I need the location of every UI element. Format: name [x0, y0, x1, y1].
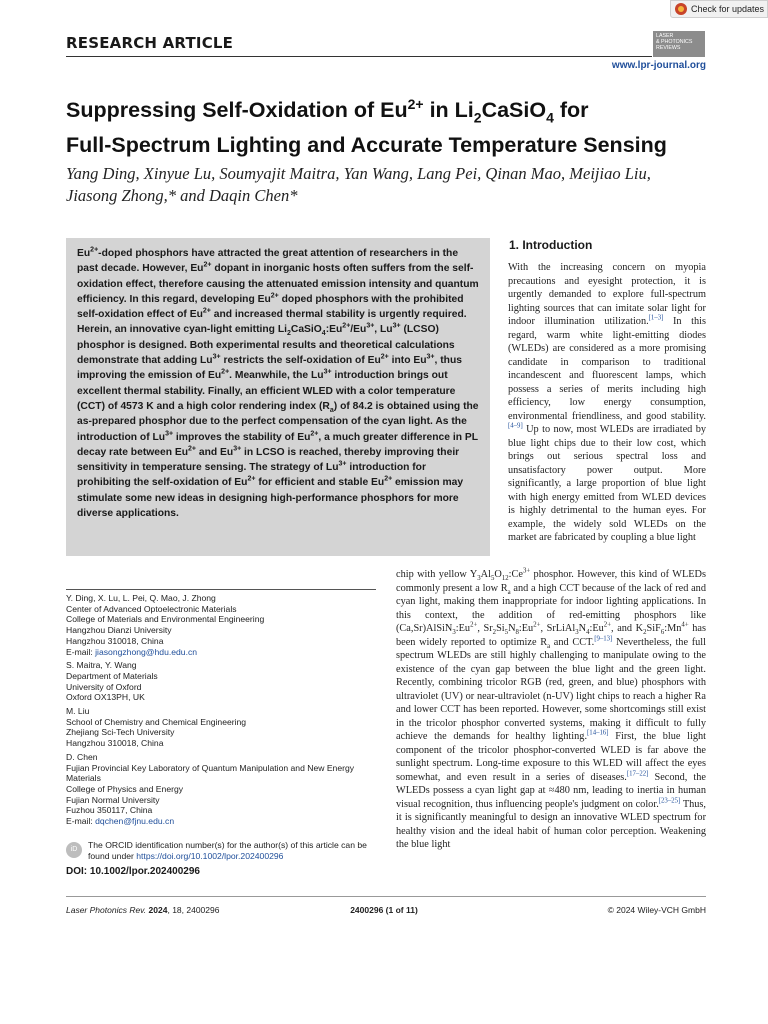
abstract-box: $Eu^{2+}$-doped phosphors have attracted the great attention of researchers in the past decade. However, $Eu^{2+}$ dopant in inorganic hosts often suffers from the self-oxidation effect, therefore causing the attenuated emission intensity and quantum efficiency. In this regard, developing $Eu^{2+}$ doped phosphors with the prohibited self-oxidation effect of $Eu^{2+}$ and increased thermal stability is urgently required. Herein, an innovative cyan-light emitting $Li_2CaSiO_4:Eu^{2+}/Eu^{3+}$, $Lu^{3+}$ (LCSO) phosphor is designed. Both experimental results and theoretical calculations demonstrate that adding $Lu^{3+}$ restricts the self-oxidation of $Eu^{2+}$ into $Eu^{3+}$, thus improving the emission of $Eu^{2+}$. Meanwhile, the $Lu^{3+}$ introduction brings out excellent thermal stability. Finally, an efficient WLED with a color temperature (CCT) of 4573 K and a high color rendering index $(R_a)$ of 84.2 is obtained using the as-prepared phosphor due to the perfect compensation of the cyan light. As the introduction of $Lu^{3+}$ improves the stability of $Eu^{2+}$, a much greater difference in PL decay rate between $Eu^{2+}$ and $Eu^{3+}$ in LCSO is reached, thereby improving their sensitivity in temperature sensing. The strategy of $Lu^{3+}$ introduction for prohibiting the self-oxidation of $Eu^{2+}$ for efficient and stable $Eu^{2+}$ emission may stimulate some new ideas in designing high-performance phosphors for more diverse applications. — [66, 238, 490, 556]
journal-url-link[interactable]: www.lpr-journal.org — [611, 60, 706, 71]
check-for-updates-label: Check for updates — [691, 4, 765, 14]
page-number: 2400296 (1 of 11) — [350, 905, 418, 915]
section-heading: 1. Introduction — [509, 238, 593, 252]
citation-link[interactable]: [1–3] — [648, 314, 664, 322]
crossmark-icon — [675, 3, 687, 15]
affiliation-group: Y. Ding, X. Lu, L. Pei, Q. Mao, J. Zhong Center of Advanced Optoelectronic Materials College of Materials and Environmental Engineering Hangzhou Dianzi University Hangzhou 310018, China E-mail: jiasongzhong@hdu.edu.cn — [66, 593, 265, 657]
copyright: © 2024 Wiley-VCH GmbH — [607, 905, 706, 915]
journal-logo — [653, 31, 705, 57]
email-link[interactable]: jiasongzhong@hdu.edu.cn — [95, 646, 198, 657]
orcid-icon: iD — [66, 842, 82, 858]
affiliations — [66, 593, 376, 830]
intro-paragraph-column: With the increasing concern on myopia precautions and eyesight protection, it is urgently demanded to explore full-spectrum lighting sources that can imitate solar light for indoor illumination utilization.[1–3] In this regard, warm white light-emitting diodes (WLEDs) are considered as a more promising candidate in comparison to traditional incandescent and fluorescent lamps, which possess a series of merits including high efficiency, low energy consumption, environmental friendliness, and good stability.[4–9] Up to now, most WLEDs are irradiated by blue light chips due to their low cost, which brings out serious spectral loss and unsatisfactory power output. More significantly, a large proportion of blue light with high energy emitted from WLED devices is highly detrimental to the human eyes. For example, the widely sold WLEDs on the market are fabricated by coupling a blue light — [508, 262, 706, 543]
affiliation-group: S. Maitra, Y. Wang Department of Materials University of Oxford Oxford OX13PH, UK — [66, 660, 158, 703]
logo-line: & PHOTONICS — [656, 39, 693, 46]
intro-paragraph-continued: chip with yellow $Y_3Al_5O_{12}:Ce^{3+}$ phosphor. However, this kind of WLEDs commonly present a low $R_a$ and a high CCT because of the lack of red and cyan light, making them inappropriate for indoor lighting applications. In this context, the addition of red-emitting phosphors like $(Ca,Sr)AlSiN_3:Eu^{2+}$, $Sr_2Si_5N_8:Eu^{2+}$, $SrLiAl_3N_4:Eu^{2+}$, and $K_2SiF_6:Mn^{4+}$ has been widely reported to optimize $R_a$ and CCT.[9–13] Nevertheless, the full spectrum WLEDs are still highly challenging to manipulate owing to the existence of the cyan gap between the blue light and the green light. Recently, combining tricolor RGB (red, green, and blue) phosphors with ultraviolet (UV) or near-ultraviolet (n-UV) light chips to reach a higher Ra and lower CCT has been reported. However, some shortcomings still exist in the tricolor phosphor converted systems, making it difficult to fully achieve the demands for healthy lighting.[14–16] First, the blue light component of the tricolor phosphor-converted WLED is far above the sunlight spectrum. Long-time exposure to this WLED will affect the eyes somewhat, and even result in a series of diseases.[17–22] Second, the WLEDs possess a cyan light gap at ≈480 nm, leading to inertia in human visual recognition, thus influencing people's judgment on color.[23–25] Thus, it is significantly meaningful to design an innovative WLED spectrum for healthy vision and the ideal habit of human color perception. Weakening the blue light — [396, 567, 707, 850]
orcid-link[interactable]: https://doi.org/10.1002/lpor.202400296 — [136, 850, 284, 861]
footer-citation: Laser Photonics Rev. 2024, 18, 2400296 — [66, 905, 220, 915]
check-for-updates-button[interactable] — [670, 0, 768, 18]
citation-link[interactable]: [14–16] — [587, 729, 609, 737]
doi: DOI: 10.1002/lpor.202400296 — [66, 866, 200, 877]
logo-line: LASER — [656, 33, 674, 39]
orcid-note: iD The ORCID identification number(s) for the author(s) of this article can be found under https://doi.org/10.1002/lpor.202400296 — [66, 840, 376, 862]
footer-rule — [66, 896, 706, 897]
citation-link[interactable]: [23–25] — [658, 797, 681, 805]
citation-link[interactable]: [9–13] — [594, 635, 613, 643]
article-type: RESEARCH ARTICLE — [66, 34, 234, 52]
email-link[interactable]: dqchen@fjnu.edu.cn — [95, 816, 175, 827]
affiliation-group: M. Liu School of Chemistry and Chemical Engineering Zhejiang Sci-Tech University Hangzhou 310018, China — [66, 706, 247, 749]
citation-link[interactable]: [4–9] — [508, 422, 523, 430]
affiliation-rule — [66, 589, 376, 590]
citation-link[interactable]: [17–22] — [626, 770, 649, 778]
logo-line: REVIEWS — [656, 45, 681, 52]
header-rule — [66, 56, 652, 57]
affiliation-group: D. Chen Fujian Provincial Key Laboratory of Quantum Manipulation and New Energy Materials College of Physics and Energy Fujian Normal University Fuzhou 350117, China E-mail: dqchen@fjnu.edu.cn — [66, 751, 355, 827]
page-title: Suppressing Self-Oxidation of $Eu^{2+}$ in $Li_2CaSiO_4$ for Full-Spectrum Lighting and Accurate Temperature Sensing — [66, 96, 667, 158]
author-list: Yang Ding, Xinyue Lu, Soumyajit Maitra, Yan Wang, Lang Pei, Qinan Mao, Meijiao Liu, Jiasong Zhong,* and Daqin Chen* — [66, 164, 651, 205]
